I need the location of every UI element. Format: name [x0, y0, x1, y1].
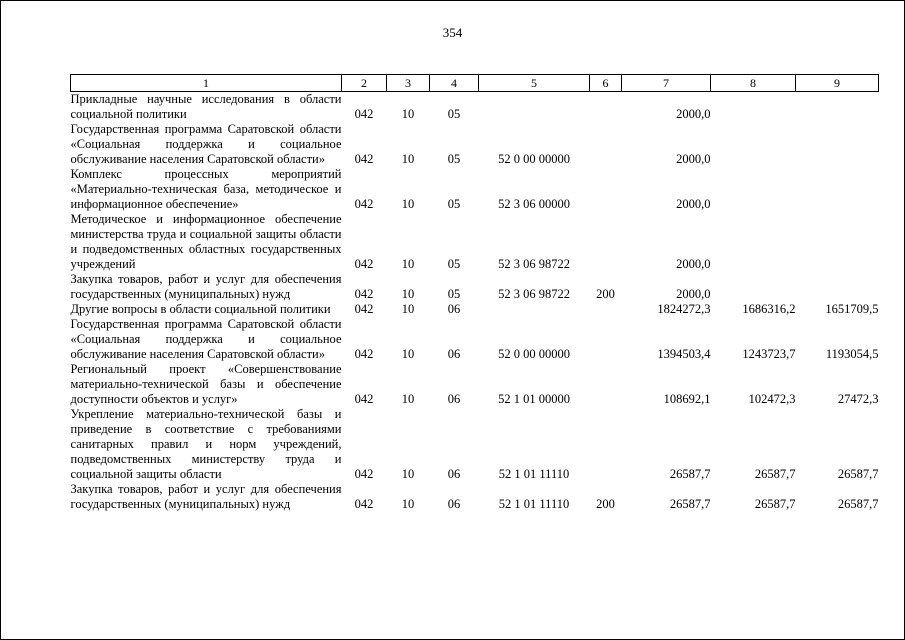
section-code-cell: 10 — [401, 497, 415, 511]
amount-year2-cell: 1686316,2 — [742, 302, 796, 316]
subsection-code-cell: 06 — [447, 467, 461, 481]
section-code-cell: 10 — [401, 257, 415, 271]
amount-year1-cell: 26587,7 — [669, 497, 711, 511]
grbs-code-cell: 042 — [354, 392, 374, 406]
row-name-cell: Региональный проект «Совершенствование материально-технической базы и обеспечение доступности объектов и услуг» — [70, 362, 342, 406]
amount-year1-cell: 2000,0 — [676, 287, 711, 301]
table-row — [71, 317, 879, 362]
budget-table — [70, 74, 879, 512]
amount-year2-cell — [711, 122, 796, 167]
subsection-code-cell: 05 — [447, 287, 461, 301]
expense-type-cell — [590, 362, 622, 407]
grbs-code-cell: 042 — [354, 347, 374, 361]
column-header-3: 3 — [387, 75, 430, 92]
amount-year1-cell: 1394503,4 — [657, 347, 711, 361]
target-article-cell: 52 0 00 00000 — [498, 347, 570, 361]
amount-year2-cell: 102472,3 — [748, 392, 796, 406]
amount-year2-cell: 26587,7 — [754, 497, 796, 511]
subsection-code-cell: 05 — [447, 257, 461, 271]
subsection-code-cell: 06 — [447, 347, 461, 361]
column-header-9: 9 — [796, 75, 879, 92]
table-row — [71, 482, 879, 512]
table-row — [71, 167, 879, 212]
amount-year3-cell — [796, 92, 879, 123]
target-article-cell: 52 3 06 00000 — [498, 197, 570, 211]
table-header-row — [71, 75, 879, 92]
target-article-cell — [479, 302, 590, 317]
amount-year2-cell: 26587,7 — [754, 467, 796, 481]
column-header-8: 8 — [711, 75, 796, 92]
amount-year1-cell: 1824272,3 — [657, 302, 711, 316]
target-article-cell: 52 1 01 11110 — [498, 467, 570, 481]
section-code-cell: 10 — [401, 467, 415, 481]
amount-year2-cell: 1243723,7 — [742, 347, 796, 361]
amount-year1-cell: 108692,1 — [663, 392, 711, 406]
grbs-code-cell: 042 — [354, 302, 374, 316]
column-header-5: 5 — [479, 75, 590, 92]
amount-year3-cell: 26587,7 — [837, 467, 879, 481]
amount-year2-cell — [711, 212, 796, 272]
expense-type-cell — [590, 407, 622, 482]
expense-type-cell: 200 — [596, 287, 615, 301]
column-header-6: 6 — [590, 75, 622, 92]
amount-year3-cell: 27472,3 — [837, 392, 879, 406]
expense-type-cell: 200 — [596, 497, 615, 511]
subsection-code-cell: 06 — [447, 392, 461, 406]
amount-year1-cell: 2000,0 — [676, 107, 711, 121]
row-name-cell: Государственная программа Саратовской области «Социальная поддержка и социальное обслуживание населения Саратовской области» — [70, 122, 342, 166]
target-article-cell: 52 1 01 11110 — [498, 497, 570, 511]
target-article-cell: 52 0 00 00000 — [498, 152, 570, 166]
section-code-cell: 10 — [401, 302, 415, 316]
column-header-2: 2 — [342, 75, 387, 92]
row-name-cell: Методическое и информационное обеспечение министерства труда и социальной защиты области и подведомственных областных государственных учреждений — [70, 212, 342, 271]
table-row — [71, 212, 879, 272]
subsection-code-cell: 06 — [447, 302, 461, 316]
row-name-cell: Прикладные научные исследования в области социальной политики — [70, 92, 342, 121]
amount-year1-cell: 2000,0 — [676, 197, 711, 211]
target-article-cell: 52 3 06 98722 — [498, 257, 570, 271]
amount-year1-cell: 2000,0 — [676, 257, 711, 271]
target-article-cell: 52 1 01 00000 — [498, 392, 570, 406]
row-name-cell: Другие вопросы в области социальной политики — [70, 302, 331, 316]
amount-year3-cell: 26587,7 — [837, 497, 879, 511]
section-code-cell: 10 — [401, 287, 415, 301]
column-header-1: 1 — [71, 75, 342, 92]
page-number: 354 — [442, 25, 463, 40]
grbs-code-cell: 042 — [354, 467, 374, 481]
row-name-cell: Государственная программа Саратовской области «Социальная поддержка и социальное обслуживание населения Саратовской области» — [70, 317, 342, 361]
grbs-code-cell: 042 — [354, 287, 374, 301]
expense-type-cell — [590, 122, 622, 167]
grbs-code-cell: 042 — [354, 257, 374, 271]
table-row — [71, 407, 879, 482]
amount-year3-cell: 1651709,5 — [825, 302, 879, 316]
amount-year2-cell — [711, 272, 796, 302]
amount-year3-cell — [796, 167, 879, 212]
table-row — [71, 122, 879, 167]
amount-year3-cell — [796, 272, 879, 302]
subsection-code-cell: 05 — [447, 107, 461, 121]
column-header-4: 4 — [430, 75, 479, 92]
expense-type-cell — [590, 92, 622, 123]
target-article-cell: 52 3 06 98722 — [498, 287, 570, 301]
subsection-code-cell: 05 — [447, 152, 461, 166]
target-article-cell — [479, 92, 590, 123]
row-name-cell: Закупка товаров, работ и услуг для обеспечения государственных (муниципальных) нужд — [70, 272, 342, 301]
section-code-cell: 10 — [401, 152, 415, 166]
grbs-code-cell: 042 — [354, 197, 374, 211]
amount-year3-cell — [796, 122, 879, 167]
expense-type-cell — [590, 317, 622, 362]
table-row — [71, 362, 879, 407]
table-row — [71, 92, 879, 123]
section-code-cell: 10 — [401, 347, 415, 361]
section-code-cell: 10 — [401, 392, 415, 406]
amount-year3-cell: 1193054,5 — [825, 347, 879, 361]
expense-type-cell — [590, 212, 622, 272]
subsection-code-cell: 05 — [447, 197, 461, 211]
subsection-code-cell: 06 — [447, 497, 461, 511]
column-header-7: 7 — [622, 75, 711, 92]
amount-year3-cell — [796, 212, 879, 272]
grbs-code-cell: 042 — [354, 497, 374, 511]
grbs-code-cell: 042 — [354, 152, 374, 166]
table-row — [71, 272, 879, 302]
expense-type-cell — [590, 302, 622, 317]
section-code-cell: 10 — [401, 107, 415, 121]
section-code-cell: 10 — [401, 197, 415, 211]
row-name-cell: Комплекс процессных мероприятий «Материально-техническая база, методическое и информационное обеспечение» — [70, 167, 342, 211]
row-name-cell: Закупка товаров, работ и услуг для обеспечения государственных (муниципальных) нужд — [70, 482, 342, 511]
amount-year1-cell: 2000,0 — [676, 152, 711, 166]
amount-year2-cell — [711, 167, 796, 212]
row-name-cell: Укрепление материально-технической базы и приведение в соответствие с требованиями санитарных правил и норм учреждений, подведомственных министерству труда и социальной защиты области — [70, 407, 342, 481]
expense-type-cell — [590, 167, 622, 212]
grbs-code-cell: 042 — [354, 107, 374, 121]
table-row — [71, 302, 879, 317]
amount-year2-cell — [711, 92, 796, 123]
amount-year1-cell: 26587,7 — [669, 467, 711, 481]
